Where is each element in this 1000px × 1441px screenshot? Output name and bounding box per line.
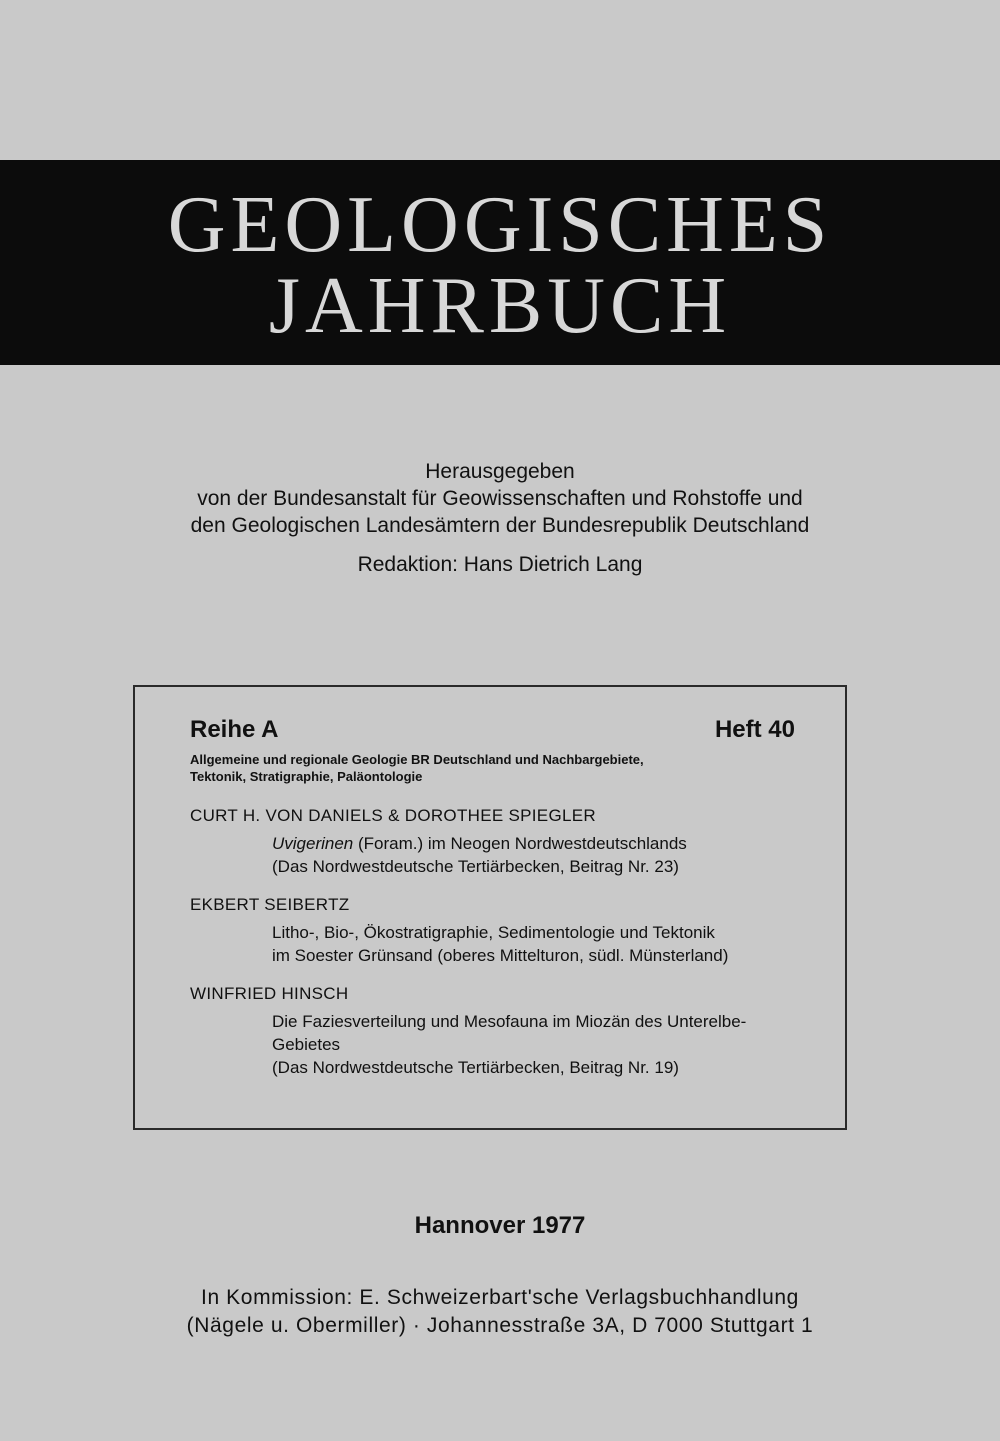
entry-title	[272, 832, 797, 878]
contents-entry	[190, 805, 795, 878]
series-header	[190, 715, 795, 745]
entry-title	[272, 1010, 797, 1079]
contents-entry	[190, 983, 795, 1079]
entry-title-line-1: Litho-, Bio-, Ökostratigraphie, Sedimentologie und Tektonik	[272, 923, 715, 942]
entry-title-line-1: Die Faziesverteilung und Mesofauna im Miozän des Unterelbe-	[272, 1012, 747, 1031]
place-year: Hannover 1977	[414, 1212, 586, 1239]
subjects-line-2: Tektonik, Stratigraphie, Paläontologie	[190, 769, 423, 784]
series-subjects	[190, 751, 750, 785]
contents-box	[133, 685, 847, 1130]
entry-author: EKBERT SEIBERTZ	[190, 895, 350, 914]
publisher-block	[0, 458, 1000, 578]
journal-title-line-2: JAHRBUCH	[268, 262, 732, 350]
publisher-line-3: den Geologischen Landesämtern der Bundesrepublik Deutschland	[190, 514, 810, 537]
commission-line-2: (Nägele u. Obermiller) · Johannesstraße 3A, D 7000 Stuttgart 1	[186, 1314, 814, 1337]
contents-entry	[190, 894, 795, 967]
entry-title-line-3: (Das Nordwestdeutsche Tertiärbecken, Beitrag Nr. 19)	[272, 1058, 679, 1077]
entry-title-line-1	[272, 832, 797, 855]
entry-title-line-2: Gebietes	[272, 1035, 341, 1054]
entry-title-line-2: (Das Nordwestdeutsche Tertiärbecken, Beitrag Nr. 23)	[272, 857, 679, 876]
publisher-line-2: von der Bundesanstalt für Geowissenschaften und Rohstoffe und	[197, 487, 803, 510]
contents-inner	[190, 715, 795, 1095]
commission-line-1: In Kommission: E. Schweizerbart'sche Verlagsbuchhandlung	[201, 1286, 799, 1309]
publisher-line-1: Herausgegeben	[425, 460, 575, 483]
journal-title-line-1: GEOLOGISCHES	[167, 181, 833, 269]
entry-author: CURT H. VON DANIELS & DOROTHEE SPIEGLER	[190, 806, 596, 825]
entry-title	[272, 921, 797, 967]
editor-line: Redaktion: Hans Dietrich Lang	[357, 553, 643, 576]
entry-author: WINFRIED HINSCH	[190, 984, 349, 1003]
commission-block	[0, 1284, 1000, 1340]
entry-title-italic: Uvigerinen	[272, 834, 354, 853]
issue-label: Heft 40	[714, 716, 795, 743]
contents-list	[190, 805, 795, 1079]
series-label: Reihe A	[190, 716, 279, 743]
subjects-line-1: Allgemeine und regionale Geologie BR Deutschland und Nachbargebiete,	[190, 752, 644, 767]
entry-title-line-2: im Soester Grünsand (oberes Mittelturon, südl. Münsterland)	[272, 946, 729, 965]
entry-title-rest: (Foram.) im Neogen Nordwestdeutschlands	[353, 834, 687, 853]
